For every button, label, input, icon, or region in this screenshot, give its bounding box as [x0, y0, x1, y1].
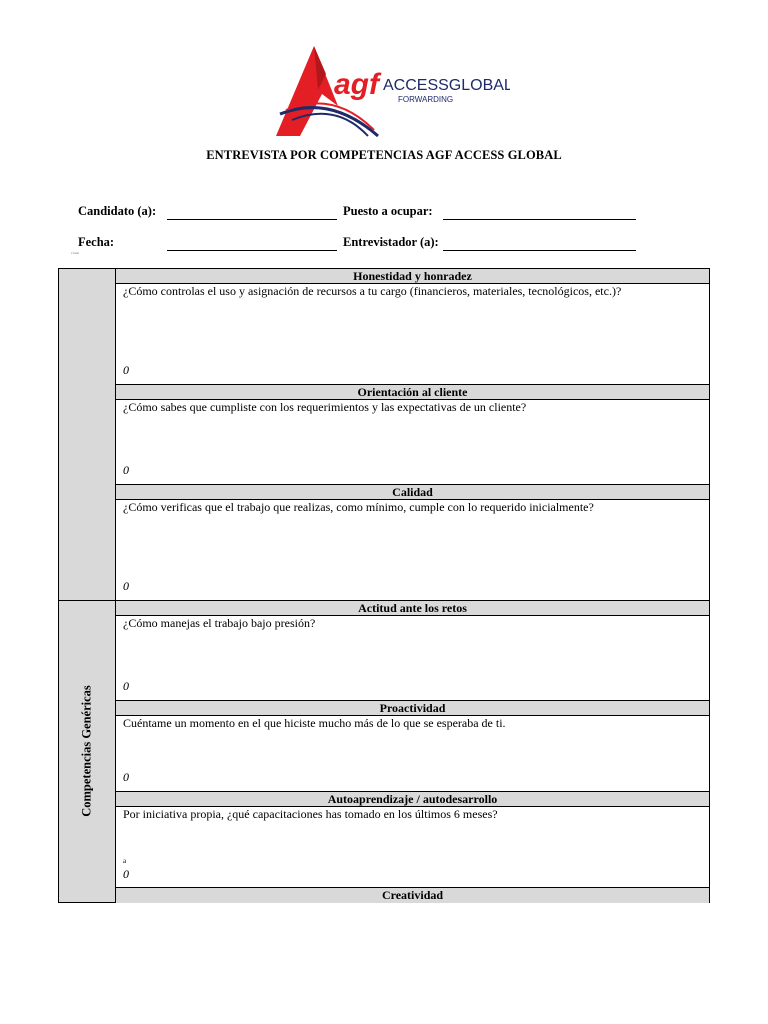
- section-header-autoaprendizaje: Autoaprendizaje / autodesarrollo: [116, 791, 709, 807]
- tiny-mark: a form: [71, 251, 79, 255]
- section-header-proactividad: Proactividad: [116, 700, 709, 716]
- section-header-actitud: Actitud ante los retos: [116, 600, 709, 616]
- answer-honestidad[interactable]: 0: [123, 363, 129, 377]
- section-header-honestidad: Honestidad y honradez: [116, 268, 709, 284]
- answer-actitud[interactable]: 0: [123, 679, 129, 693]
- answer-proactividad[interactable]: 0: [123, 770, 129, 784]
- question-proactividad: Cuéntame un momento en el que hiciste mucho más de lo que se esperaba de ti.: [123, 716, 506, 730]
- logo-name: ACCESSGLOBAL: [383, 77, 510, 94]
- entrevistador-field[interactable]: [443, 250, 636, 251]
- small-mark: a: [123, 857, 127, 865]
- logo-brand: agf: [334, 68, 379, 101]
- answer-autoaprendizaje[interactable]: 0: [123, 867, 129, 881]
- logo-tagline: FORWARDING: [398, 95, 454, 104]
- question-autoaprendizaje: Por iniciativa propia, ¿qué capacitaciones has tomado en los últimos 6 meses?: [123, 807, 498, 821]
- side-column-top: [59, 269, 116, 600]
- side-label: Competencias Genéricas: [79, 685, 94, 817]
- document-title: ENTREVISTA POR COMPETENCIAS AGF ACCESS GLOBAL: [206, 148, 562, 162]
- question-honestidad: ¿Cómo controlas el uso y asignación de recursos a tu cargo (financieros, materiales, tecnológicos, etc.)?: [123, 284, 622, 298]
- competencies-table: [58, 268, 710, 903]
- section-header-calidad: Calidad: [116, 484, 709, 500]
- answer-orientacion[interactable]: 0: [123, 463, 129, 477]
- side-column-bottom: [59, 601, 116, 902]
- fecha-label: Fecha:: [78, 235, 115, 249]
- puesto-field[interactable]: [443, 219, 636, 220]
- question-calidad: ¿Cómo verificas que el trabajo que realizas, como mínimo, cumple con lo requerido inicialmente?: [123, 500, 594, 514]
- candidato-label: Candidato (a):: [78, 204, 157, 218]
- fecha-field[interactable]: [167, 250, 337, 251]
- question-orientacion: ¿Cómo sabes que cumpliste con los requerimientos y las expectativas de un cliente?: [123, 400, 527, 414]
- candidato-field[interactable]: [167, 219, 337, 220]
- puesto-label: Puesto a ocupar:: [343, 204, 433, 218]
- section-header-creatividad: Creatividad: [116, 887, 709, 903]
- answer-calidad[interactable]: 0: [123, 579, 129, 593]
- entrevistador-label: Entrevistador (a):: [343, 235, 439, 249]
- company-logo: [270, 44, 510, 140]
- logo-graphic: [270, 44, 510, 140]
- question-actitud: ¿Cómo manejas el trabajo bajo presión?: [123, 616, 316, 630]
- section-header-orientacion: Orientación al cliente: [116, 384, 709, 400]
